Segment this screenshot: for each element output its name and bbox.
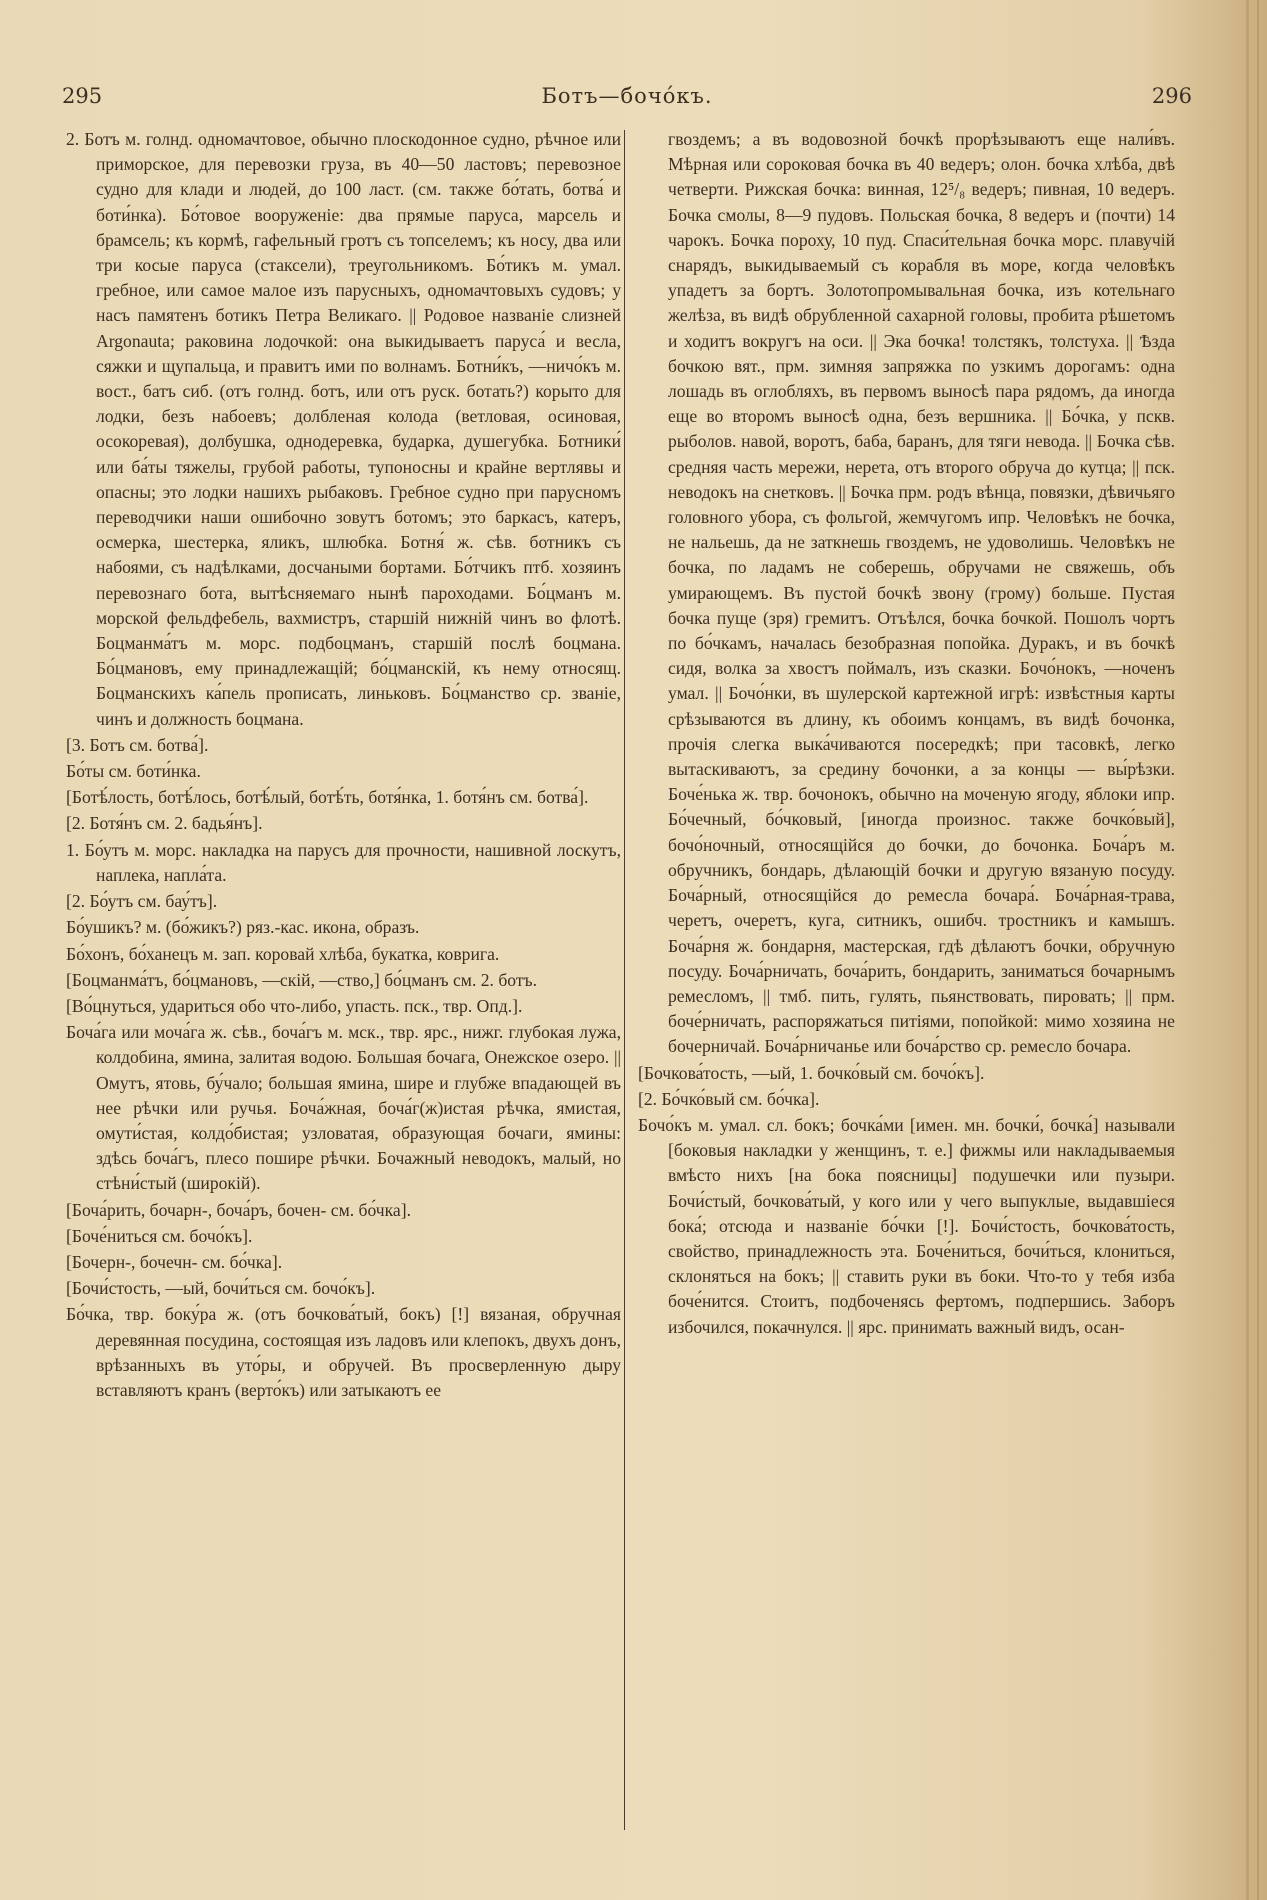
dictionary-entry: 2. Ботъ м. голнд. одномачтовое, обычно плоскодонное судно, рѣчное или приморское, для перевозки груза, въ 40—50 ластовъ; перевозное судно для клади и людей, до 100 ласт. (см. также бо́тать, ботва́ и боти́нка). Бо́товое вооруженіе: два прямые паруса, марсель и брамсель; къ кормѣ, гафельный гротъ съ топселемъ; къ носу, два или три косые паруса (стаксели), треугольникомъ. Бо́тикъ м. умал. гребное, или самое малое изъ парусныхъ, одномачтовыхъ судовъ; у насъ памятенъ ботикъ Петра Великаго. || Родовое названіе слизней Argonauta; раковина лодочкой: она выкидываетъ паруса́ и весла, сяжки и щупальца, и правитъ ими по волнамъ. Ботни́къ, —ничо́къ м. вост., батъ сиб. (отъ голнд. ботъ, или отъ руск. ботать?) корыто для лодки, безъ набоевъ; долбленая колода (ветловая, осиновая, осокоревая), долбушка, однодеревка, бударка, душегубка. Ботники́ или ба́ты тяжелы, грубой работы, тупоносны и крайне вертлявы и опасны; это лодки нашихъ рыбаковъ. Гребное судно при парусномъ переводчики наши ошибочно зовутъ ботомъ; это баркасъ, катеръ, осмерка, шестерка, яликъ, шлюбка. Ботня́ ж. сѣв. ботникъ съ набоями, съ надѣлками, досчаными бортами. Бо́тчикъ птб. хозяинъ перевознаго бота, вытѣсняемаго нынѣ пароходами. Бо́цманъ м. морской фельдфебель, вахмистръ, старшій нижній чинъ во флотѣ. Боцманма́тъ м. морс. подбоцманъ, старшій послѣ боцмана. Бо́цмановъ, ему принадлежащій; бо́цманскій, къ нему относящ. Боцманскихъ ка́пель прописать, линьковъ. Бо́цманство ср. званіе, чинъ и должность боцмана. (66, 129, 621, 729)
dictionary-entry: [Боцманма́тъ, бо́цмановъ, —скій, —ство,] бо́цманъ см. 2. ботъ. (66, 969, 538, 990)
page-edge (1246, 0, 1249, 1900)
dictionary-entry: [Бочи́стость, —ый, бочи́ться см. бочо́къ]. (66, 1278, 376, 1299)
page-number-right: 296 (1151, 84, 1192, 108)
dictionary-entry: [2. Бо́утъ см. бау́тъ]. (66, 891, 218, 912)
right-column (638, 127, 1175, 1341)
dictionary-entry: Бочо́къ м. умал. сл. бокъ; бочка́ми [имен. мн. бочки́, бочка́] называли [боковыя накладки у женщинъ, т. е.] фижмы или накладываемыя вмѣсто нихъ [на бока поясницы] подушечки или пузыри. Бочи́стый, бочкова́тый, у кого или у чего выпуклые, выдавшіеся бока́; отсюда и названіе бо́чки [!]. Бочи́стость, бочкова́тость, свойство, принадлежность эта. Боче́ниться, бочи́ться, клониться, склоняться на бокъ; || ставить руки въ боки. Что-то у тебя изба боче́нится. Стоитъ, подбоченясь фертомъ, подпершись. Заборъ избочился, покачнулся. || ярс. принимать важный видъ, осан- (638, 1114, 1175, 1337)
dictionary-entry: [Во́цнуться, удариться обо что-либо, упасть. пск., твр. Опд.]. (66, 995, 523, 1016)
dictionary-entry: [3. Ботъ см. ботва́]. (66, 734, 209, 755)
dictionary-entry: Боча́га или моча́га ж. сѣв., боча́гъ м. мск., твр. ярс., нижг. глубокая лужа, колдобина, ямина, залитая водою. Большая бочага, Онежское озеро. || Омутъ, ятовь, бу́чало; большая ямина, шире и глубже впадающей въ нее рѣчки или ручья. Боча́жная, боча́г(ж)истая рѣчка, ямистая, омути́стая, колдо́бистая; узловатая, образующая бочаги, ямины: здѣсь боча́гъ, плесо пошире рѣчки. Бочажный неводокъ, малый, но стѣни́стый (широкій). (66, 1022, 621, 1194)
dictionary-entry-continued: гвоздемъ; а въ водовозной бочкѣ прорѣзываютъ еще нали́въ. Мѣрная или сороковая бочка въ 40 ведеръ; олон. бочка хлѣба, двѣ четверти. Рижская бочка: винная, 12⁵/₈ ведеръ; пивная, 10 ведеръ. Бочка смолы, 8—9 пудовъ. Польская бочка, 8 ведеръ и (почти) 14 чарокъ. Бочка пороху, 10 пуд. Спаси́тельная бочка морс. плавучій снарядъ, выкидываемый съ корабля въ море, когда человѣкъ упадетъ за бортъ. Золотопромывальная бочка, изъ котельнаго желѣза, въ видѣ обрубленной сахарной головы, пробита рѣшетомъ и ходитъ вокругъ на оси. || Эка бочка! толстякъ, толстуха. || Ѣзда бочкою вят., прм. зимняя запряжка по узкимъ дорогамъ: одна лошадь въ оглобляхъ, въ первомъ выносѣ пара рядомъ, да иногда еще во второмъ выносѣ одна, безъ вершника. || Бо́чка, у пскв. рыболов. навой, воротъ, баба, баранъ, для тяги невода. || Бочка сѣв. средняя часть мережи, нерета, отъ второго обруча до кутца; || пск. неводокъ на снетковъ. || Бочка прм. родъ вѣнца, повязки, дѣвичьяго головного убора, съ фольгой, жемчугомъ ипр. Человѣкъ не бочка, не нальешь, да не заткнешь гвоздемъ, не удоволишь. Человѣкъ не бочка, по ладамъ не соберешь, обручами не свяжешь, объ умирающемъ. Въ пустой бочкѣ звону (грому) больше. Пустая бочка пуще (зря) гремитъ. Отъѣлся, бочка бочкой. Пошолъ чортъ по бо́чкамъ, началась безобразная попойка. Дуракъ, и въ бочкѣ сидя, волка за хвостъ поймалъ, изъ сказки. Бочо́нокъ, —ноченъ умал. || Бочо́нки, въ шулерской картежной игрѣ: извѣстныя карты срѣзываются въ длину, къ обоимъ концамъ, въ видѣ бочонка, прочія слегка выка́чиваются посередкѣ; при тасовкѣ, легко вытаскиваютъ, за средину бочонки, а за концы — вы́рѣзки. Боче́нька ж. твр. бочонокъ, обычно на моченую ягоду, яблоки ипр. Бо́чечный, бо́чковый, [иногда произнос. также бочко́вый], бочо́ночный, относящійся до бочки, до бочонка. Боча́ръ м. обручникъ, бондарь, дѣлающій бочки и другую вязаную посуду. Боча́рный, относящійся до ремесла бочара́. Боча́рная-трава, черетъ, очеретъ, куга, ситникъ, ошибч. тростникъ и камышъ. Боча́рня ж. бондарня, мастерская, гдѣ дѣлаютъ бочки, обручную посуду. Боча́рничать, боча́рить, бондарить, заниматься бочарнымъ ремесломъ, || тмб. пить, гулять, пьянствовать, пировать; || прм. боче́рничать, распоряжаться питіями, попойкой: мимо хозяина не бочерничай. Боча́рничанье или боча́рство ср. ремесло бочара. (668, 129, 1175, 1057)
dictionary-entry: Бо́хонъ, бо́ханецъ м. зап. коровай хлѣба, букатка, коврига. (66, 943, 500, 964)
column-divider (624, 130, 625, 1830)
dictionary-entry: Бо́ушикъ? м. (бо́жикъ?) ряз.-кас. икона, образъ. (66, 917, 420, 938)
dictionary-entry: Бо́ты см. боти́нка. (66, 761, 201, 782)
page-number-left: 295 (62, 84, 103, 108)
dictionary-entry: [2. Бо́чко́вый см. бо́чка]. (638, 1088, 820, 1109)
page-edge-outer (1257, 0, 1259, 1900)
dictionary-entry: [Ботѣ́лость, ботѣ́лось, ботѣ́лый, ботѣ́ть, ботя́нка, 1. ботя́нъ см. ботва́]. (66, 787, 589, 808)
dictionary-entry: [Боча́рить, бочарн-, боча́ръ, бочен- см. бо́чка]. (66, 1199, 411, 1220)
dictionary-entry: [Бочерн-, бочечн- см. бо́чка]. (66, 1251, 283, 1272)
dictionary-entry: Бо́чка, твр. боку́ра ж. (отъ бочкова́тый, бокъ) [!] вязаная, обручная деревянная посудина, состоящая изъ ладовъ или клепокъ, двухъ донъ, врѣзанныхъ въ уто́ры, и обручей. Въ просверленную дыру вставляютъ кранъ (верто́къ) или затыкаютъ ее (66, 1304, 621, 1400)
dictionary-entry: 1. Бо́утъ м. морс. накладка на парусъ для прочности, нашивной лоскутъ, наплека, напла́та. (66, 839, 621, 885)
dictionary-entry: [2. Ботя́нъ см. 2. бадья́нъ]. (66, 813, 263, 834)
running-header (62, 84, 1192, 114)
dictionary-entry: [Боче́ниться см. бочо́къ]. (66, 1225, 253, 1246)
dictionary-entry: [Бочкова́тость, —ый, 1. бочко́вый см. бочо́къ]. (638, 1062, 985, 1083)
running-title: Ботъ—бочо́къ. (541, 84, 713, 108)
left-column (66, 127, 621, 1404)
